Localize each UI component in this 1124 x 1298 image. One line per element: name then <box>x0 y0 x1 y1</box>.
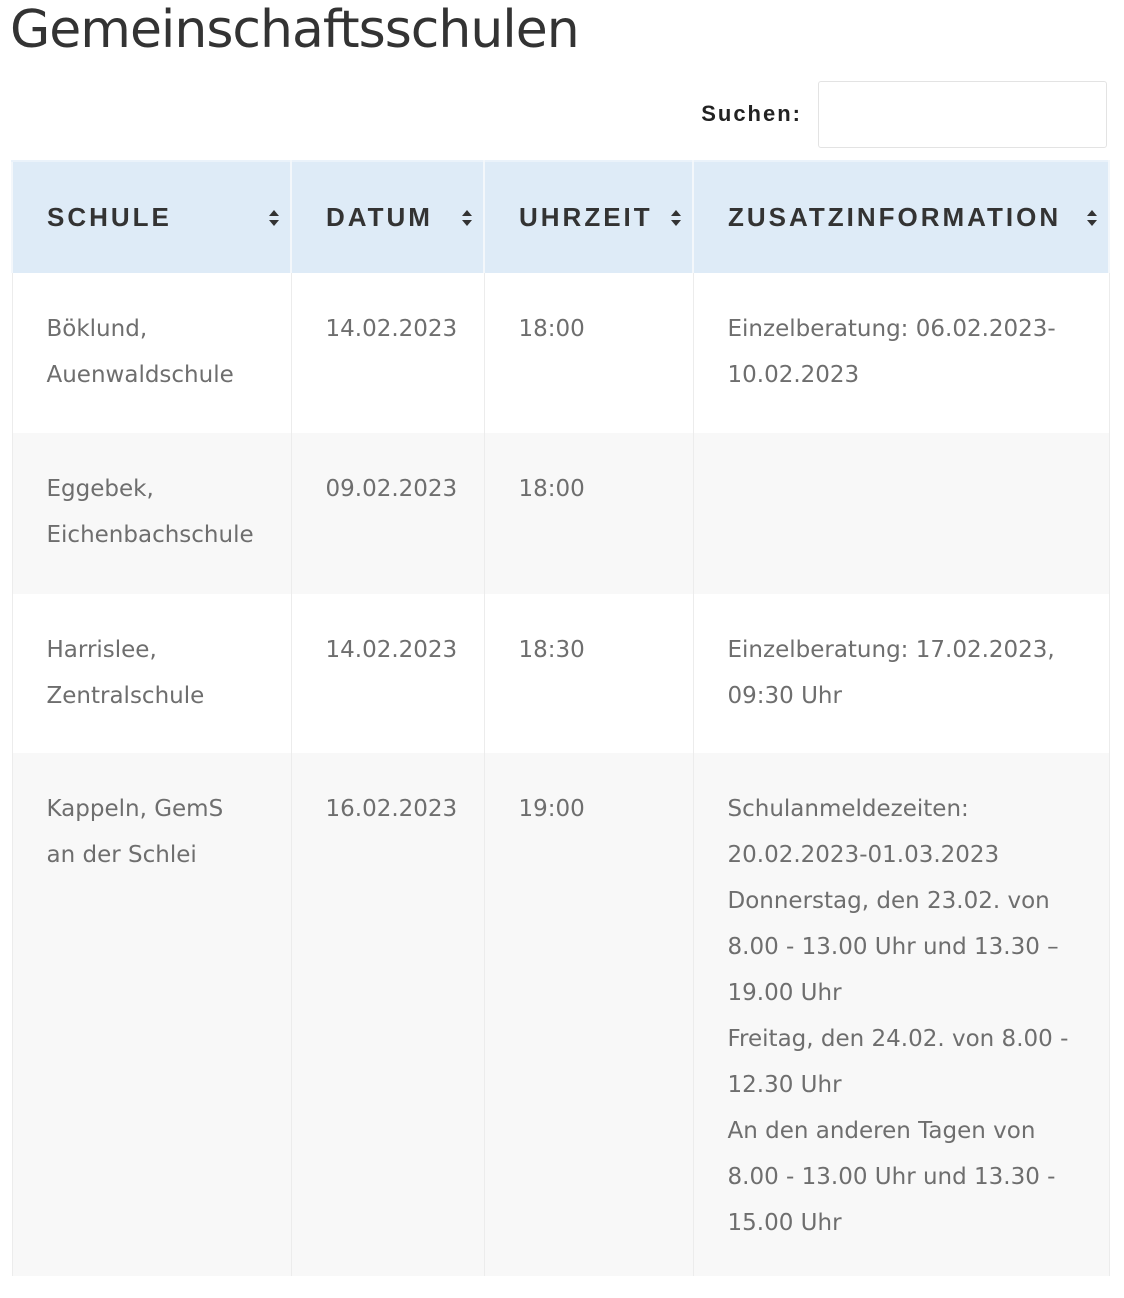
info-line: Einzelberatung: 06.02.2023-10.02.2023 <box>727 316 1056 388</box>
cell-time: 18:00 <box>484 433 693 594</box>
table-header-row <box>12 161 1109 273</box>
cell-school: Harrislee, Zentralschule <box>12 594 291 753</box>
search-label: Suchen: <box>701 101 802 126</box>
column-header-label: ZUSATZINFORMATION <box>728 202 1062 232</box>
info-line: Donnerstag, den 23.02. von 8.00 - 13.00 Uhr und 13.30 – 19.00 Uhr <box>727 888 1059 1006</box>
cell-date: 14.02.2023 <box>291 594 484 753</box>
table-row <box>12 273 1109 433</box>
cell-time: 18:30 <box>484 594 693 753</box>
schools-table <box>11 160 1110 1276</box>
cell-info <box>693 753 1109 1276</box>
cell-school: Böklund, Auenwaldschule <box>12 273 291 433</box>
column-header-uhrzeit[interactable] <box>484 161 693 273</box>
info-line: Einzelberatung: 17.02.2023, 09:30 Uhr <box>727 637 1055 709</box>
info-line: An den anderen Tagen von 8.00 - 13.00 Uhr und 13.30 - 15.00 Uhr <box>727 1118 1056 1236</box>
cell-time: 19:00 <box>484 753 693 1276</box>
sort-updown-icon <box>268 209 280 227</box>
cell-info <box>693 433 1109 594</box>
table-row <box>12 433 1109 594</box>
cell-info <box>693 594 1109 753</box>
column-header-label: UHRZEIT <box>519 202 653 232</box>
cell-date: 14.02.2023 <box>291 273 484 433</box>
column-header-datum[interactable] <box>291 161 484 273</box>
cell-date: 09.02.2023 <box>291 433 484 594</box>
table-row <box>12 594 1109 753</box>
search-bar <box>0 81 1107 150</box>
cell-date: 16.02.2023 <box>291 753 484 1276</box>
sort-updown-icon <box>1086 209 1098 227</box>
column-header-label: DATUM <box>326 202 433 232</box>
cell-school: Eggebek, Eichenbachschule <box>12 433 291 594</box>
table-row <box>12 753 1109 1276</box>
search-input[interactable] <box>818 81 1107 148</box>
info-line: Schulanmeldezeiten: 20.02.2023-01.03.2023 <box>727 796 1000 868</box>
column-header-label: SCHULE <box>47 202 172 232</box>
cell-school: Kappeln, GemS an der Schlei <box>12 753 291 1276</box>
info-line: Freitag, den 24.02. von 8.00 - 12.30 Uhr <box>727 1026 1069 1098</box>
sort-updown-icon <box>670 209 682 227</box>
page-title: Gemeinschaftsschulen <box>10 0 579 60</box>
cell-time: 18:00 <box>484 273 693 433</box>
column-header-zusatzinformation[interactable] <box>693 161 1109 273</box>
sort-updown-icon <box>461 209 473 227</box>
column-header-schule[interactable] <box>12 161 291 273</box>
cell-info <box>693 273 1109 433</box>
